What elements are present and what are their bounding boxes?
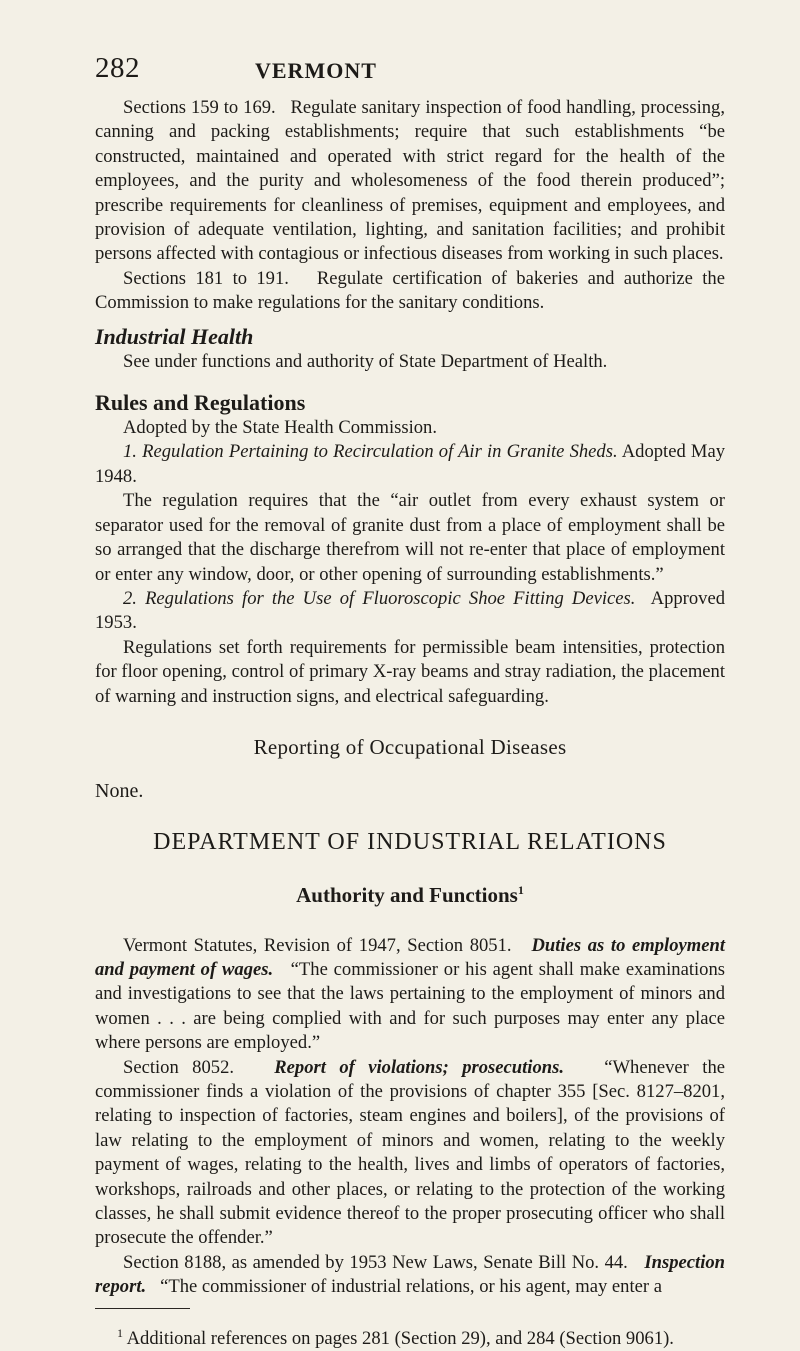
- section-8051: [95, 934, 725, 1056]
- industrial-health-text: See under functions and authority of State Department of Health.: [123, 350, 608, 372]
- footnote-marker: 1: [117, 1325, 123, 1340]
- section-lead: Sections 159 to 169.: [123, 97, 276, 118]
- sanitary-paragraph-2: [95, 267, 725, 316]
- footnote: [95, 1321, 725, 1351]
- section-text: “The commissioner of industrial relations, or his agent, may enter a: [160, 1276, 662, 1298]
- page-header: [95, 52, 715, 92]
- section-8188: [95, 1251, 725, 1300]
- regulation-2-date: Approved 1953.: [95, 587, 725, 634]
- regulation-2-title: 2. Regulations for the Use of Fluoroscopic Shoe Fitting Devices.: [123, 587, 636, 609]
- regulation-1-title: 1. Regulation Pertaining to Recirculation of Air in Granite Sheds.: [123, 441, 618, 463]
- section-8052: [95, 1056, 725, 1251]
- paragraph-text: Regulate sanitary inspection of food handling, processing, canning and packing establishments; require that such establishments “be constructed, maintained and operated with strict regard for the health of the employees, and the purity and wholesomeness of the food therein produced”; prescribe requirements for cleanliness of premises, equipment and employees, and provision of adequate ventilation, lighting, and sanitation facilities; and prohibit persons affected with contagious or infectious diseases from working in such places.: [95, 97, 725, 265]
- page-body: [95, 96, 725, 1351]
- page-number: 282: [95, 52, 140, 84]
- rules-adopted-by: Adopted by the State Health Commission.: [123, 417, 437, 439]
- regulation-1-text: The regulation requires that the “air outlet from every exhaust system or separator used for the removal of granite dust from a place of employment shall be so arranged that the discharge therefrom will not re-enter that place of employment or enter any window, door, or other opening of surrounding establishments.”: [95, 490, 725, 585]
- section-lead: Sections 181 to 191.: [123, 267, 289, 289]
- section-text: “Whenever the commissioner finds a violation of the provisions of chapter 355 [Sec. 8127–8201, relating to inspection of factories, steam engines and boilers], of the provisions of law relating to the employment of minors and women, relating to the weekly payment of wages, relating to the health, lives and limbs of operators of factories, workshops, railroads and other places, or relating to the protection of the working classes, he shall submit evidence thereof to the proper prosecuting officer who shall prosecute the offender.”: [95, 1056, 725, 1249]
- regulation-1-heading: [95, 440, 725, 489]
- department-heading: DEPARTMENT OF INDUSTRIAL RELATIONS: [153, 828, 667, 855]
- footnote-marker: 1: [517, 883, 524, 898]
- section-title: Report of violations; prosecutions.: [274, 1056, 564, 1078]
- paragraph-text: Regulate certification of bakeries and authorize the Commission to make regulations for the sanitary conditions.: [95, 267, 725, 314]
- authority-heading: [95, 878, 725, 907]
- regulation-2-heading: [95, 587, 725, 636]
- footnote-text: Additional references on pages 281 (Section 29), and 284 (Section 9061).: [126, 1327, 674, 1349]
- industrial-health-heading: Industrial Health: [95, 323, 254, 349]
- section-lead: Section 8052.: [123, 1056, 235, 1078]
- section-text: “The commissioner or his agent shall make examinations and investigations to see that the laws pertaining to the employment of minors and women . . . are being complied with and for such purposes may enter any place where persons are employed.”: [95, 958, 725, 1054]
- reporting-text: None.: [95, 780, 144, 803]
- section-lead: Section 8188, as amended by 1953 New Laws, Senate Bill No. 44.: [123, 1251, 628, 1273]
- section-title: Duties as to employment and payment of wages.: [95, 934, 725, 980]
- section-title: Inspection report.: [95, 1251, 726, 1298]
- section-lead: Vermont Statutes, Revision of 1947, Section 8051.: [123, 934, 512, 956]
- rules-heading: Rules and Regulations: [95, 390, 306, 416]
- authority-title: Authority and Functions: [296, 883, 518, 908]
- sanitary-paragraph-1: [95, 96, 725, 267]
- regulation-2-text: Regulations set forth requirements for permissible beam intensities, protection for floor opening, control of primary X-ray beams and stray radiation, the placement of warning and instruction signs, and electrical safeguarding.: [95, 636, 725, 707]
- footnote-divider: [95, 1308, 190, 1309]
- regulation-1-date: Adopted May 1948.: [95, 441, 725, 487]
- reporting-heading: Reporting of Occupational Diseases: [253, 734, 567, 759]
- running-head: VERMONT: [255, 58, 377, 83]
